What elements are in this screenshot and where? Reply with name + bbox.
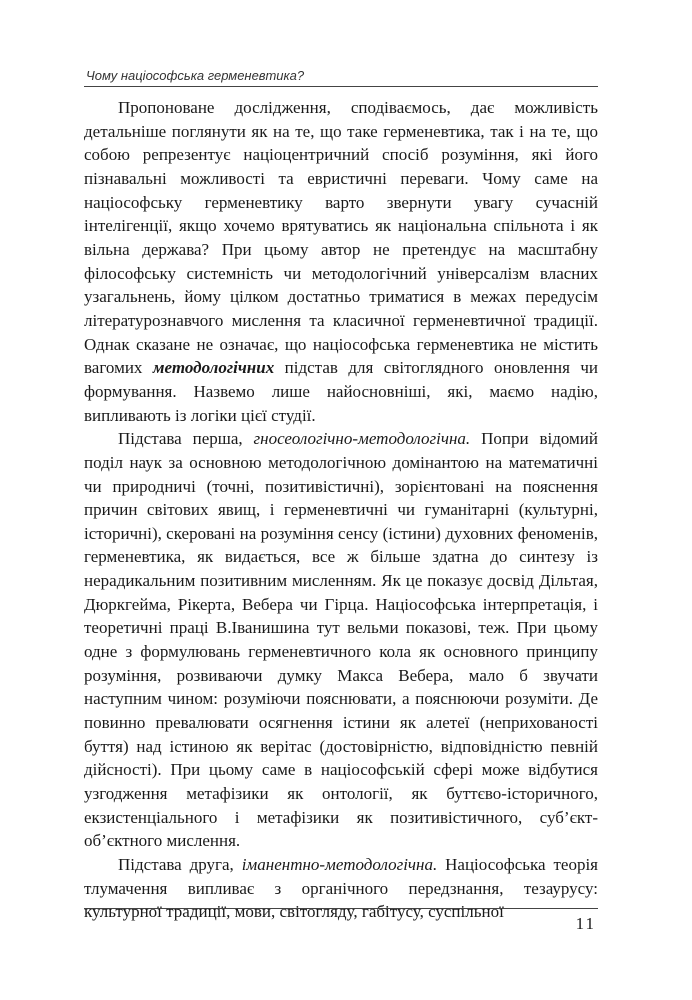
paragraph-1 bbox=[84, 96, 598, 427]
text-segment: Націософська теорія тлумачення випливає з органічного передзнання, тезаурусу: культурної традиції, мови, світогляду, габітусу, суспільної bbox=[84, 855, 598, 922]
emphasis-bold-italic: методологічних bbox=[152, 358, 275, 378]
emphasis-italic: іманентно-методологічна. bbox=[241, 855, 438, 874]
body-text bbox=[84, 96, 598, 924]
text-segment: Підстава друга, bbox=[118, 855, 242, 874]
paragraph-3 bbox=[84, 853, 598, 924]
text-segment: Попри відомий поділ наук за основною методологічною домінантою на математичні чи природничі (точні, позитивістичні), зорієнтовані на пояснення причин світових явищ, і герменевтичні чи гуманітарні (культурні, історичні), скеровані на розуміння сенсу (істини) духовних феноменів, герменевтика, як видається, все ж більше здатна до синтезу із нерадикальним позитивним мисленням. Як це показує досвід Дільтая, Дюркгейма, Рікерта, Вебера чи Гірца. Націософська інтерпретація, і теоретичні праці В.Іванишина тут вельми показові, теж. При цьому одне з формулювань герменевтичного кола як основного принципу розуміння, розвиваючи думку Макса Вебера, мало б звучати наступним чином: розуміючи пояснювати, а пояснюючи розуміти. Де повинно превалювати осягнення істини як алетеї (неприхованості буття) над істиною як верітас (достовірністю, відповідністю певній дійсності). При цьому саме в націософській сфері може відбутися узгодження метафізики як онтології, як буттєво-історичного, екзистенціального і метафізики як позитивістичного, суб’єкт-об’єктного мислення. bbox=[84, 429, 598, 851]
text-segment: підстав для світоглядного оновлення чи формування. Назвемо лише найосновніші, які, маємо надію, випливають із логіки цієї студії. bbox=[84, 358, 598, 425]
text-segment: Пропоноване дослідження, сподіваємось, дає можливість детальніше поглянути як на те, що таке герменевтика, так і на те, що собою репрезентує націоцентричний спосіб розуміння, які його пізнавальні можливості та евристичні переваги. Чому саме на націософську герменевтику варто звернути увагу сучасній інтелігенції, якщо хочемо врятуватись як національна спільнота і як вільна держава? При цьому автор не претендує на масштабну філософську системність чи методологічний універсалізм власних узагальнень, йому цілком достатньо триматися в межах передусім літературознавчого мислення та класичної герменевтичної традиції. Однак сказане не означає, що націософська герменевтика не містить вагомих bbox=[84, 98, 598, 378]
header-rule bbox=[84, 86, 598, 87]
footer-rule bbox=[84, 908, 598, 909]
running-head: Чому націософська герменевтика? bbox=[86, 68, 305, 83]
emphasis-italic: гносеологічно-методологічна. bbox=[253, 429, 471, 449]
text-segment: Підстава перша, bbox=[118, 429, 254, 449]
paragraph-2 bbox=[84, 427, 598, 853]
page-number: 11 bbox=[575, 914, 596, 933]
